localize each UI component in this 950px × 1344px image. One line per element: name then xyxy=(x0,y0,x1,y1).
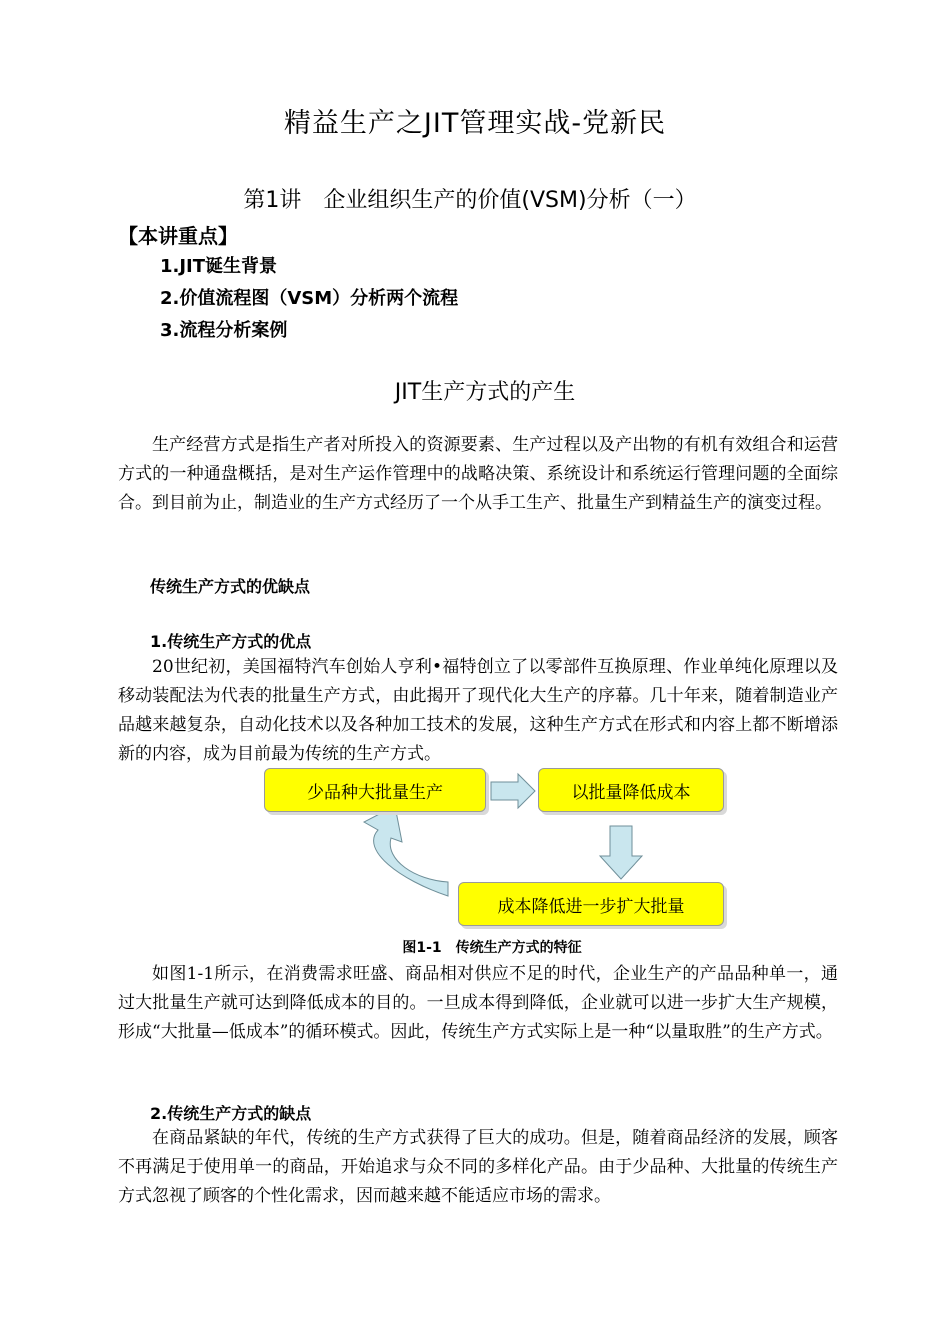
figure-explanation-paragraph: 如图1-1所示，在消费需求旺盛、商品相对供应不足的时代，企业生产的产品品种单一，通过大批量生产就可达到降低成本的目的。一旦成本得到降低，企业就可以进一步扩大生产规模，形成“大批量—低成本”的循环模式。因此，传统生产方式实际上是一种“以量取胜”的生产方式。 xyxy=(118,964,838,1042)
intro-paragraph: 生产经营方式是指生产者对所投入的资源要素、生产过程以及产出物的有机有效组合和运营方式的一种通盘概括，是对生产运作管理中的战略决策、系统设计和系统运行管理问题的全面综合。到目前为止，制造业的生产方式经历了一个从手工生产、批量生产到精益生产的演变过程。 xyxy=(118,435,838,513)
box3-label: 成本降低进一步扩大批量 xyxy=(497,896,685,917)
disadvantages-paragraph: 在商品紧缺的年代，传统的生产方式获得了巨大的成功。但是，随着商品经济的发展，顾客不再满足于使用单一的商品，开始追求与众不同的多样化产品。由于少品种、大批量的传统生产方式忽视了顾客的个性化需求，因而越来越不能适应市场的需求。 xyxy=(118,1128,838,1206)
disadvantages-heading: 2.传统生产方式的缺点 xyxy=(150,1104,312,1123)
key-point-3: 3.流程分析案例 xyxy=(160,320,288,341)
arrow-right-icon xyxy=(491,774,535,808)
key-point-2: 2.价值流程图（VSM）分析两个流程 xyxy=(160,288,459,309)
document-title: 精益生产之JIT管理实战-党新民 xyxy=(283,108,667,139)
lecture-title: 第1讲 企业组织生产的价值(VSM)分析（一） xyxy=(243,188,697,213)
box2-label: 以批量降低成本 xyxy=(571,782,691,803)
diagram-box-reduce-cost xyxy=(538,768,724,812)
diagram-box-expand-batch xyxy=(458,882,724,926)
traditional-heading: 传统生产方式的优缺点 xyxy=(150,577,311,596)
key-point-1: 1.JIT诞生背景 xyxy=(160,256,278,277)
figure-caption: 图1-1 传统生产方式的特征 xyxy=(402,940,582,956)
arrow-down-icon xyxy=(600,826,642,879)
curved-return-arrow-icon xyxy=(364,806,448,896)
box1-label: 少品种大批量生产 xyxy=(307,782,443,803)
advantages-paragraph: 20世纪初，美国福特汽车创始人亨利•福特创立了以零部件互换原理、作业单纯化原理以及移动装配法为代表的批量生产方式，由此揭开了现代化大生产的序幕。几十年来，随着制造业产品越来越复杂，自动化技术以及各种加工技术的发展，这种生产方式在形式和内容上都不断增添新的内容，成为目前最为传统的生产方式。 xyxy=(118,657,838,764)
section-heading: JIT生产方式的产生 xyxy=(394,380,576,405)
key-points-heading: 【本讲重点】 xyxy=(118,224,238,248)
advantages-heading: 1.传统生产方式的优点 xyxy=(150,632,312,651)
diagram-box-small-variety-mass-production xyxy=(264,768,486,812)
